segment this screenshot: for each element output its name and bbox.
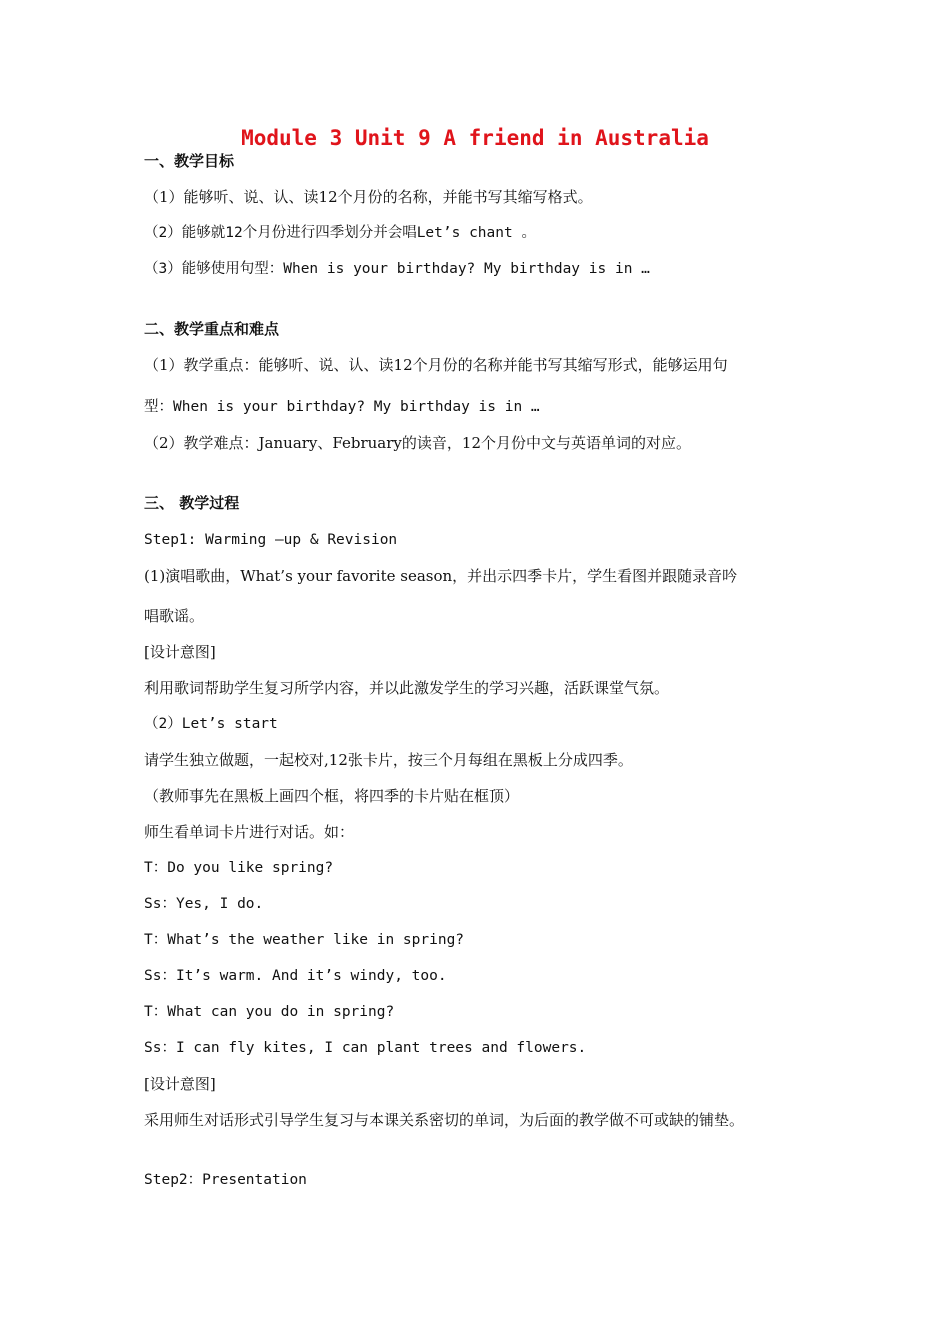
- process-step-title: Step1: Warming –up & Revision: [144, 532, 398, 548]
- key-point-item: （1）教学重点：能够听、说、认、读12个月份的名称并能书写其缩写形式，能够运用句: [144, 356, 728, 374]
- document-title: Module 3 Unit 9 A friend in Australia: [241, 126, 709, 150]
- design-intent-label: [设计意图]: [144, 1075, 216, 1093]
- section-heading-process: 三、 教学过程: [144, 494, 240, 512]
- process-line: 唱歌谣。: [144, 607, 205, 625]
- key-point-item: （2）教学难点：January、February的读音，12个月份中文与英语单词的对应。: [144, 434, 691, 452]
- section-heading-key-points: 二、教学重点和难点: [144, 320, 280, 338]
- process-line: （2）Let’s start: [144, 716, 278, 732]
- section-heading-objectives: 一、教学目标: [144, 152, 235, 170]
- objective-item: （2）能够就12个月份进行四季划分并会唱Let’s chant 。: [144, 225, 536, 241]
- key-point-item: 型：When is your birthday? My birthday is in …: [144, 399, 540, 415]
- dialogue-line: Ss：I can fly kites, I can plant trees and flowers.: [144, 1040, 587, 1056]
- dialogue-line: Ss：It’s warm. And it’s windy, too.: [144, 968, 447, 984]
- process-line: 采用师生对话形式引导学生复习与本课关系密切的单词，为后面的教学做不可或缺的铺垫。: [144, 1111, 745, 1129]
- process-line: 师生看单词卡片进行对话。如：: [144, 823, 355, 841]
- dialogue-line: Ss：Yes, I do.: [144, 896, 264, 912]
- dialogue-line: T：What can you do in spring?: [144, 1004, 395, 1020]
- process-line: (1)演唱歌曲，What’s your favorite season，并出示四季卡片，学生看图并跟随录音吟: [144, 567, 738, 585]
- process-step-title: Step2：Presentation: [144, 1172, 307, 1188]
- process-line: 请学生独立做题，一起校对,12张卡片，按三个月每组在黑板上分成四季。: [144, 751, 633, 769]
- dialogue-line: T：Do you like spring?: [144, 860, 334, 876]
- objective-item: （1）能够听、说、认、读12个月份的名称，并能书写其缩写格式。: [144, 188, 593, 206]
- dialogue-line: T：What’s the weather like in spring?: [144, 932, 465, 948]
- objective-item: （3）能够使用句型：When is your birthday? My birthday is in …: [144, 261, 650, 277]
- process-line: （教师事先在黑板上画四个框，将四季的卡片贴在框顶）: [144, 787, 520, 805]
- design-intent-label: [设计意图]: [144, 643, 216, 661]
- process-line: 利用歌词帮助学生复习所学内容，并以此激发学生的学习兴趣，活跃课堂气氛。: [144, 679, 670, 697]
